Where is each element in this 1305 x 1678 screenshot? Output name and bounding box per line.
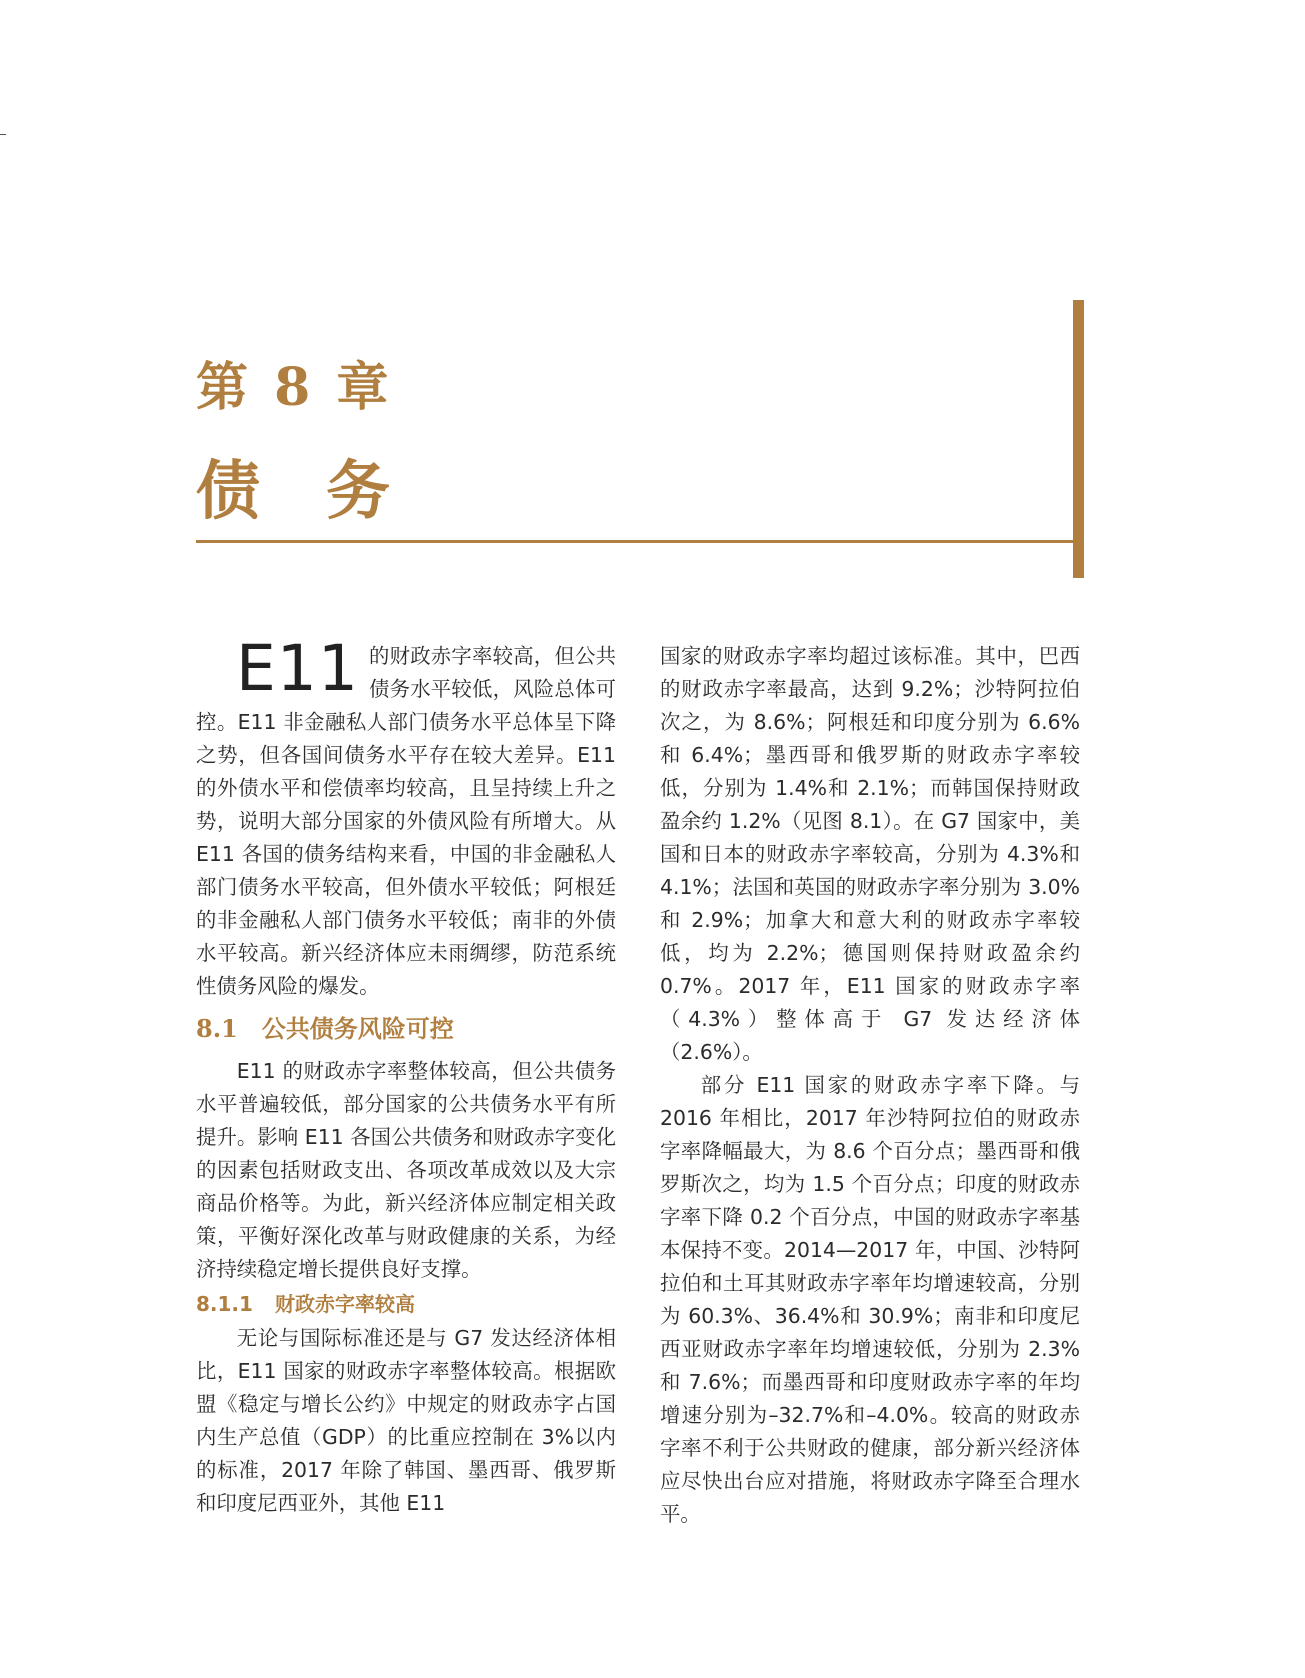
intro-text: 的财政赤字率较高，但公共债务水平较低，风险总体可控。E11 非金融私人部门债务水平总体呈下降之势，但各国间债务水平存在较大差异。E11 的外债水平和偿债率均较高，且呈持续上升之势，说明大部分国家的外债风险有所增大。从 E11 各国的债务结构来看，中国的非金融私人部门债务水平较高，但外债水平较低；阿根廷的非金融私人部门债务水平较低；南非的外债水平较高。新兴经济体应未雨绸缪，防范系统性债务风险的爆发。 bbox=[196, 644, 616, 998]
subsection-paragraph-1-left: 无论与国际标准还是与 G7 发达经济体相比，E11 国家的财政赤字率整体较高。根据欧盟《稳定与增长公约》中规定的财政赤字占国内生产总值（GDP）的比重应控制在 3%以内的标准，2017 年除了韩国、墨西哥、俄罗斯和印度尼西亚外，其他 E11 bbox=[196, 1326, 616, 1515]
chapter-header bbox=[196, 300, 1086, 578]
subsection-paragraph-1-right: 国家的财政赤字率均超过该标准。其中，巴西的财政赤字率最高，达到 9.2%；沙特阿拉伯次之，为 8.6%；阿根廷和印度分别为 6.6%和 6.4%；墨西哥和俄罗斯的财政赤字率较低，分别为 1.4%和 2.1%；而韩国保持财政盈余约 1.2%（见图 8.1）。在 G7 国家中，美国和日本的财政赤字率较高，分别为 4.3%和 4.1%；法国和英国的财政赤字率分别为 3.0%和 2.9%；加拿大和意大利的财政赤字率较低，均为 2.2%；德国则保持财政盈余约 0.7%。2017 年，E11 国家的财政赤字率（4.3%）整体高于 G7 发达经济体（2.6%）。 bbox=[660, 644, 1080, 1064]
subsection-paragraph-2: 部分 E11 国家的财政赤字率下降。与 2016 年相比，2017 年沙特阿拉伯的财政赤字率降幅最大，为 8.6 个百分点；墨西哥和俄罗斯次之，均为 1.5 个百分点；印度的财政赤字率下降 0.2 个百分点，中国的财政赤字率基本保持不变。2014—2017 年，中国、沙特阿拉伯和土耳其财政赤字率年均增速较高，分别为 60.3%、36.4%和 30.9%；南非和印度尼西亚财政赤字率年均增速较低，分别为 2.3%和 7.6%；而墨西哥和印度财政赤字率的年均增速分别为–32.7%和–4.0%。较高的财政赤字率不利于公共财政的健康，部分新兴经济体应尽快出台应对措施，将财政赤字降至合理水平。 bbox=[660, 1073, 1080, 1526]
subsection-title: 财政赤字率较高 bbox=[274, 1292, 415, 1316]
crop-mark bbox=[0, 134, 6, 135]
chapter-number: 第 8 章 bbox=[196, 357, 393, 418]
intro-paragraph bbox=[196, 632, 616, 1003]
section-title: 公共债务风险可控 bbox=[261, 1014, 454, 1043]
right-column bbox=[660, 640, 1080, 1531]
dropcap: E11 bbox=[236, 632, 359, 705]
left-column bbox=[196, 632, 616, 1520]
section-number: 8.1 bbox=[196, 1014, 238, 1043]
subsection-number: 8.1.1 bbox=[196, 1292, 253, 1316]
subsection-heading bbox=[196, 1286, 616, 1322]
section-heading bbox=[196, 1003, 616, 1055]
chapter-title: 债务 bbox=[196, 455, 456, 529]
chapter-vertical-bar bbox=[1073, 300, 1084, 578]
chapter-rule bbox=[196, 540, 1084, 543]
section-paragraph: E11 的财政赤字率整体较高，但公共债务水平普遍较低，部分国家的公共债务水平有所提升。影响 E11 各国公共债务和财政赤字变化的因素包括财政支出、各项改革成效以及大宗商品价格等。为此，新兴经济体应制定相关政策，平衡好深化改革与财政健康的关系，为经济持续稳定增长提供良好支撑。 bbox=[196, 1059, 616, 1281]
